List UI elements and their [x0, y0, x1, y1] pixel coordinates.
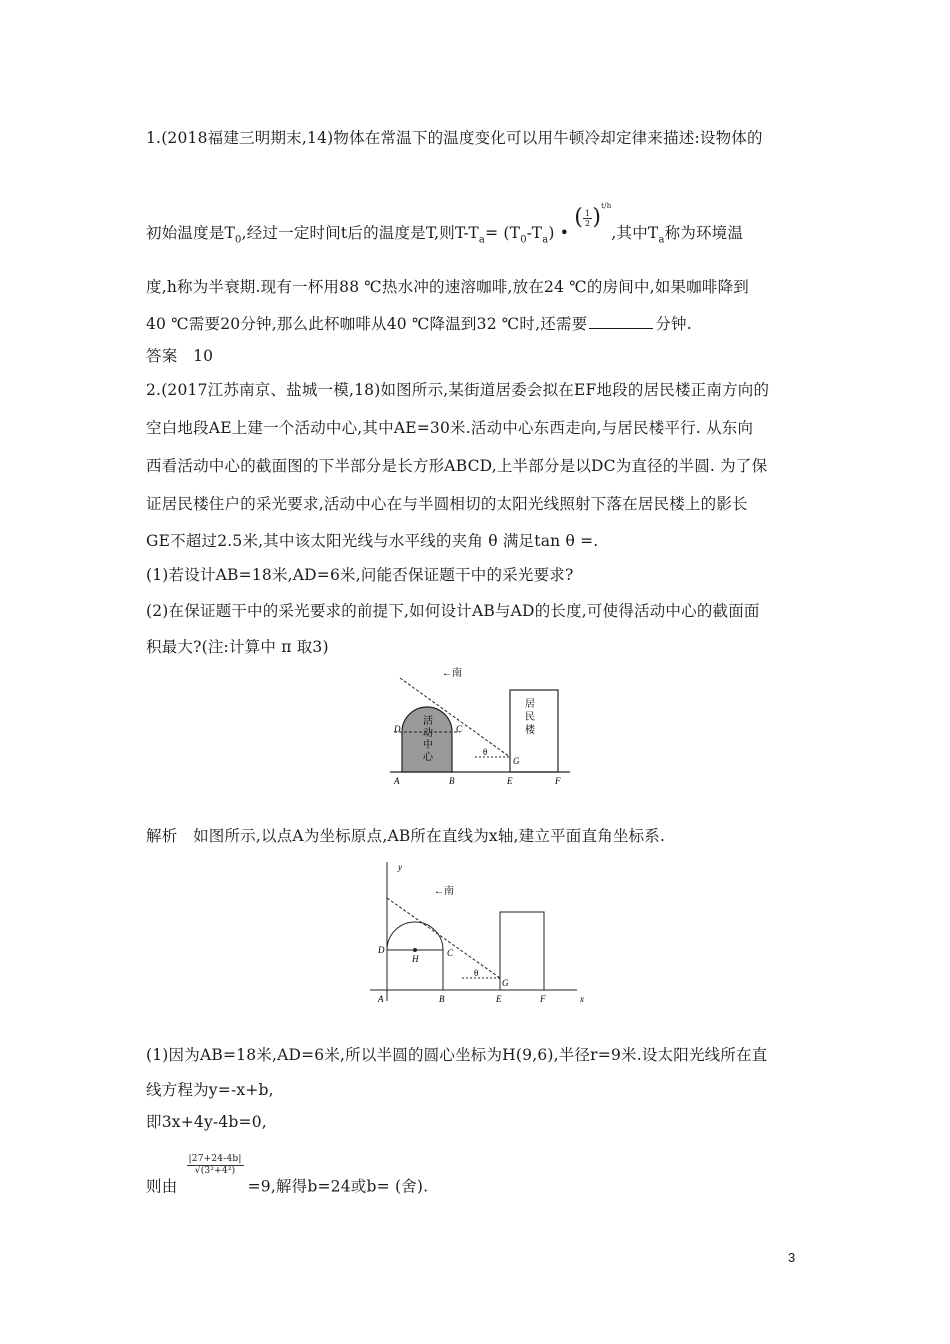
q2-line6: (1)若设计AB=18米,AD=6米,问能否保证题干中的采光要求? [146, 566, 574, 584]
center-char-3: 中 [423, 740, 433, 751]
building-char-2: 民 [525, 712, 535, 723]
q1-answer: 答案 10 [146, 347, 214, 365]
q2-line8: 积最大?(注:计算中 π 取3) [146, 638, 329, 656]
q2-line3: 西看活动中心的截面图的下半部分是长方形ABCD,上半部分是以DC为直径的半圆. 为了保 [146, 457, 768, 475]
solution-p3: 即3x+4y-4b=0, [146, 1113, 267, 1131]
q2-line1: 2.(2017江苏南京、盐城一模,18)如图所示,某街道居委会拟在EF地段的居民楼正南方向的 [146, 381, 770, 399]
label2-D: D [378, 945, 385, 955]
figure-2-coordinate-diagram [362, 856, 592, 1006]
q1-line1: 1.(2018福建三明期末,14)物体在常温下的温度变化可以用牛顿冷却定律来描述:设物体的 [146, 129, 763, 147]
x-axis-label: x [580, 994, 584, 1004]
label-A: A [394, 776, 400, 786]
center-char-4: 心 [423, 752, 433, 763]
label-B: B [449, 776, 455, 786]
q1-line4: 40 ℃需要20分钟,那么此杯咖啡从40 ℃降温到32 ℃时,还需要 分钟. [146, 315, 692, 333]
q1-line2: 初始温度是$T_0$,经过一定时间t后的温度是T,则$T-T_a= (T_0-T_a)$ • ( $\frac{1}{2}$ )$^{t/h}$,其中$T_a$称为环境温 [146, 202, 744, 246]
theta-label: θ [483, 747, 488, 757]
solution-intro: 解析 如图所示,以点A为坐标原点,AB所在直线为x轴,建立平面直角坐标系. [146, 827, 666, 845]
label-F: F [555, 776, 561, 786]
q1-line3: 度,h称为半衰期.现有一杯用88 ℃热水冲的速溶咖啡,放在24 ℃的房间中,如果咖啡降到 [146, 278, 749, 296]
label-G: G [513, 756, 520, 766]
solution-p1: (1)因为AB=18米,AD=6米,所以半圆的圆心坐标为H(9,6),半径r=9米.设太阳光线所在直 [146, 1046, 768, 1064]
center-char-1: 活 [423, 716, 433, 727]
solution-p2: 线方程为y=-x+b, [146, 1081, 274, 1099]
label2-A: A [378, 994, 384, 1004]
south-arrow-2: ←南 [434, 886, 454, 897]
figure-1-diagram [380, 660, 580, 790]
label-C: C [456, 724, 463, 734]
page-number: 3 [788, 1250, 796, 1265]
label2-F: F [540, 994, 546, 1004]
building-char-3: 楼 [525, 725, 535, 736]
center-char-2: 动 [423, 728, 433, 739]
solution-p4: 则由 $\frac{|27+24-4b|}{\text{√(3²+4²)}}$ =9,解得b=24或b= (舍). [146, 1154, 429, 1196]
south-arrow: ←南 [442, 668, 462, 679]
building-char-1: 居 [525, 699, 535, 710]
label2-G: G [502, 978, 509, 988]
theta-label-2: θ [474, 968, 479, 978]
distance-fraction: $\frac{|27+24-4b|}{\text{√(3²+4²)}}$ [188, 1154, 242, 1176]
label2-B: B [439, 994, 445, 1004]
label2-C: C [447, 948, 454, 958]
q2-line4: 证居民楼住户的采光要求,活动中心在与半圆相切的太阳光线照射下落在居民楼上的影长 [146, 495, 748, 513]
answer-blank [589, 314, 653, 329]
label-E: E [507, 776, 513, 786]
half-power-expression: ( $\frac{1}{2}$ )$^{t/h}$ [574, 202, 612, 231]
label2-E: E [496, 994, 502, 1004]
label2-H: H [412, 954, 419, 964]
y-axis-label: y [398, 862, 402, 872]
q2-line2: 空白地段AE上建一个活动中心,其中AE=30米.活动中心东西走向,与居民楼平行. 从东向 [146, 419, 754, 437]
label-D: D [394, 724, 401, 734]
q2-line7: (2)在保证题干中的采光要求的前提下,如何设计AB与AD的长度,可使得活动中心的截面面 [146, 602, 760, 620]
q2-line5: GE不超过2.5米,其中该太阳光线与水平线的夹角 θ 满足tan θ =. [146, 532, 599, 550]
